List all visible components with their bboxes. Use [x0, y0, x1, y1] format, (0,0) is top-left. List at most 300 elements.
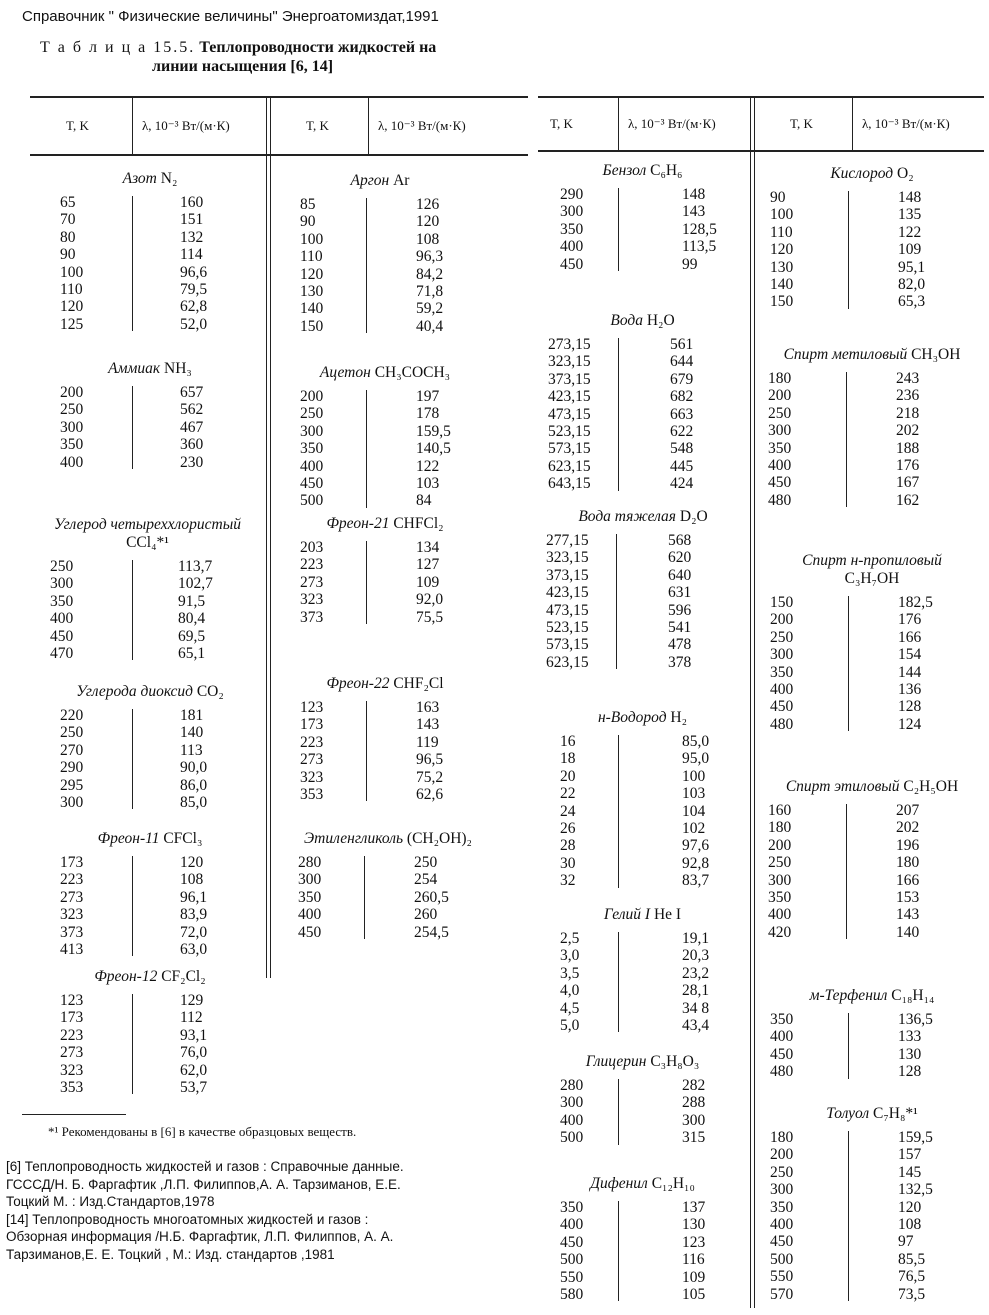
temperature-value: 290: [60, 759, 84, 777]
conductivity-value: 85,5: [898, 1250, 926, 1268]
temperature-value: 130: [300, 282, 324, 300]
table-row: [540, 768, 745, 785]
conductivity-value: 75,2: [416, 768, 444, 786]
table-row: [760, 889, 984, 906]
conductivity-value: 657: [180, 384, 204, 401]
table-row: [540, 1269, 745, 1286]
table-row: [30, 610, 265, 627]
conductivity-value: 43,4: [682, 1016, 710, 1034]
substance-formula: C₆H₆: [650, 162, 683, 179]
temperature-value: 250: [770, 628, 794, 646]
temperature-value: 4,0: [560, 982, 580, 1000]
table-row: [540, 406, 745, 423]
temperature-value: 450: [560, 1233, 584, 1251]
table-row: [540, 203, 745, 220]
temperature-value: 400: [560, 1111, 584, 1129]
conductivity-value: 85,0: [682, 733, 710, 750]
table-row: [538, 567, 748, 584]
table-row: [40, 316, 260, 333]
substance-formula: C₇H₈*¹: [873, 1105, 918, 1122]
table-row: [40, 246, 260, 263]
conductivity-value: 65,3: [898, 293, 926, 311]
table-row: [540, 388, 745, 405]
table-row: [40, 759, 260, 776]
temperature-value: 523,15: [546, 618, 589, 636]
temperature-value: 120: [300, 265, 324, 283]
temperature-value: 32: [560, 872, 576, 890]
conductivity-value: 23,2: [682, 964, 710, 982]
conductivity-value: 120: [416, 213, 440, 231]
conductivity-value: 96,3: [416, 248, 444, 266]
conductivity-value: 180: [896, 854, 920, 872]
conductivity-value: 145: [898, 1163, 922, 1181]
table-row: [762, 611, 982, 628]
data-rows: [40, 384, 260, 471]
table-row: [280, 300, 480, 317]
row-divider: [366, 701, 367, 801]
conductivity-value: 596: [668, 601, 692, 619]
substance-name: н-Водород: [597, 709, 667, 726]
header-divider: [618, 98, 619, 150]
temperature-value: 400: [560, 1216, 584, 1234]
table-row: [540, 186, 745, 203]
row-divider: [616, 534, 617, 669]
table-row: [760, 474, 984, 491]
conductivity-value: 561: [670, 336, 694, 353]
table-row: [760, 405, 984, 422]
table-row: [280, 196, 480, 213]
conductivity-value: 218: [896, 404, 920, 422]
temperature-value: 120: [770, 241, 794, 259]
table-row: [280, 423, 490, 440]
table-row: [762, 224, 982, 241]
table-row: [762, 1199, 982, 1216]
conductivity-value: 132,5: [898, 1181, 933, 1199]
substance-title: [40, 683, 260, 701]
temperature-value: 273: [300, 751, 324, 769]
temperature-value: 300: [298, 871, 322, 889]
temperature-value: 110: [60, 280, 83, 298]
data-rows: [280, 699, 490, 803]
temperature-value: 26: [560, 819, 576, 837]
substance-section: [40, 830, 260, 958]
footnote-rule: [22, 1114, 126, 1115]
substance-title: [540, 312, 745, 330]
header-conductivity: λ, 10⁻³ Вт/(м·К): [862, 116, 950, 131]
table-row: [540, 1112, 745, 1129]
conductivity-value: 162: [896, 491, 920, 509]
header-temperature: T, K: [66, 118, 89, 133]
table-row: [762, 1216, 982, 1233]
references: [6, 1158, 404, 1263]
substance-title: [280, 515, 490, 533]
temperature-value: 150: [770, 293, 794, 311]
substance-title: [40, 968, 260, 986]
temperature-value: 90: [770, 189, 786, 206]
temperature-value: 300: [300, 422, 324, 440]
table-row: [278, 924, 498, 941]
temperature-value: 223: [60, 871, 84, 889]
table-row: [40, 871, 260, 888]
temperature-value: 450: [50, 627, 74, 645]
table-row: [760, 492, 984, 509]
row-divider: [618, 338, 619, 491]
conductivity-value: 140,5: [416, 440, 451, 458]
substance-name: Вода тяжелая: [578, 508, 676, 525]
substance-title: [280, 172, 480, 190]
table-row: [280, 458, 490, 475]
temperature-value: 28: [560, 837, 576, 855]
temperature-value: 250: [60, 401, 84, 419]
substance-formula: C₁₈H₁₄: [891, 987, 935, 1004]
conductivity-value: 62,0: [180, 1061, 208, 1079]
conductivity-value: 82,0: [898, 275, 926, 293]
table-row: [540, 1000, 745, 1017]
temperature-value: 373: [300, 608, 324, 626]
table-row: [762, 646, 982, 663]
temperature-value: 173: [60, 1009, 84, 1027]
table-row: [540, 930, 745, 947]
table-row: [540, 423, 745, 440]
reference-line: ГСССД/Н. Б. Фаргафтик ,Л.П. Филиппов,А. А. Тарзиманов, Е.Е.: [6, 1176, 401, 1192]
table-row: [40, 1027, 260, 1044]
table-row: [540, 1216, 745, 1233]
conductivity-value: 69,5: [178, 627, 206, 645]
table-row: [538, 584, 748, 601]
temperature-value: 200: [770, 1146, 794, 1164]
table-row: [540, 733, 745, 750]
temperature-value: 150: [770, 594, 794, 611]
table-row: [760, 872, 984, 889]
table-row: [278, 889, 498, 906]
table-row: [40, 1009, 260, 1026]
data-rows: [760, 370, 984, 509]
data-rows: [540, 733, 745, 890]
substance-section: [40, 683, 260, 811]
conductivity-value: 102: [682, 819, 706, 837]
data-rows: [40, 992, 260, 1096]
conductivity-value: 243: [896, 370, 920, 387]
temperature-value: 450: [300, 474, 324, 492]
temperature-value: 353: [300, 785, 324, 803]
table-row: [280, 574, 490, 591]
conductivity-value: 114: [180, 246, 203, 264]
header-temperature: T, K: [306, 118, 329, 133]
temperature-value: 90: [60, 246, 76, 264]
table-caption: [40, 38, 436, 76]
temperature-value: 623,15: [546, 653, 589, 671]
conductivity-value: 202: [896, 819, 920, 837]
conductivity-value: 260: [414, 906, 438, 924]
substance-section: [538, 508, 748, 671]
data-rows: [762, 189, 982, 311]
temperature-value: 373,15: [548, 370, 591, 388]
conductivity-value: 92,8: [682, 854, 710, 872]
temperature-value: 400: [50, 610, 74, 628]
substance-section: [540, 312, 745, 493]
table-row: [762, 241, 982, 258]
substance-name: Азот: [122, 170, 157, 187]
table-row: [760, 819, 984, 836]
conductivity-value: 140: [180, 724, 204, 742]
table-row: [280, 283, 480, 300]
substance-title: [40, 360, 260, 378]
temperature-value: 223: [60, 1026, 84, 1044]
table-row: [280, 716, 490, 733]
temperature-value: 270: [60, 741, 84, 759]
table-row: [538, 636, 748, 653]
temperature-value: 573,15: [548, 440, 591, 458]
temperature-value: 173: [300, 716, 324, 734]
temperature-value: 300: [60, 418, 84, 436]
substance-name: Аргон: [350, 172, 390, 189]
conductivity-value: 71,8: [416, 282, 444, 300]
conductivity-value: 136,5: [898, 1011, 933, 1028]
temperature-value: 350: [768, 439, 792, 457]
temperature-value: 570: [770, 1285, 794, 1303]
table-row: [280, 475, 490, 492]
table-row: [540, 750, 745, 767]
table-row: [280, 751, 490, 768]
table-row: [540, 475, 745, 492]
table-row: [762, 206, 982, 223]
temperature-value: 423,15: [548, 388, 591, 406]
table-row: [40, 854, 260, 871]
conductivity-value: 143: [416, 716, 440, 734]
temperature-value: 523,15: [548, 422, 591, 440]
table-row: [280, 556, 490, 573]
temperature-value: 90: [300, 213, 316, 231]
conductivity-value: 59,2: [416, 300, 444, 318]
substance-title: [540, 906, 745, 924]
conductivity-value: 96,6: [180, 263, 208, 281]
substance-title: [40, 830, 260, 848]
row-divider: [366, 390, 367, 508]
conductivity-value: 113,5: [682, 238, 717, 256]
substance-section: [40, 968, 260, 1096]
conductivity-value: 104: [682, 802, 706, 820]
substance-section: [762, 987, 982, 1081]
conductivity-value: 282: [682, 1077, 706, 1094]
substance-name: Спирт метиловый: [783, 346, 908, 363]
substance-section: [40, 360, 260, 471]
conductivity-value: 109: [898, 241, 922, 259]
conductivity-value: 83,9: [180, 906, 208, 924]
conductivity-value: 123: [682, 1233, 706, 1251]
row-divider: [618, 188, 619, 271]
row-divider: [618, 1201, 619, 1301]
conductivity-value: 144: [898, 663, 922, 681]
temperature-value: 273,15: [548, 336, 591, 353]
conductivity-value: 166: [896, 871, 920, 889]
table-row: [40, 924, 260, 941]
table-row: [540, 1286, 745, 1303]
conductivity-value: 151: [180, 211, 204, 229]
temperature-value: 250: [50, 558, 74, 575]
conductivity-value: 640: [668, 566, 692, 584]
table-row: [280, 699, 490, 716]
temperature-value: 353: [60, 1078, 84, 1096]
temperature-value: 350: [770, 663, 794, 681]
table-row: [538, 602, 748, 619]
conductivity-value: 65,1: [178, 644, 206, 662]
temperature-value: 70: [60, 211, 76, 229]
table-row: [280, 388, 490, 405]
conductivity-value: 86,0: [180, 776, 208, 794]
conductivity-value: 128,5: [682, 220, 717, 238]
header-temperature: T, K: [550, 116, 573, 131]
substance-section: [762, 165, 982, 311]
temperature-value: 140: [300, 300, 324, 318]
conductivity-value: 207: [896, 802, 920, 819]
conductivity-value: 85,0: [180, 793, 208, 811]
row-divider: [132, 994, 133, 1094]
substance-title: [280, 675, 490, 693]
conductivity-value: 135: [898, 206, 922, 224]
conductivity-value: 83,7: [682, 872, 710, 890]
conductivity-value: 143: [682, 203, 706, 221]
temperature-value: 295: [60, 776, 84, 794]
conductivity-value: 130: [682, 1216, 706, 1234]
table-row: [540, 458, 745, 475]
temperature-value: 323: [60, 906, 84, 924]
temperature-value: 400: [300, 457, 324, 475]
table-row: [760, 906, 984, 923]
table-row: [280, 539, 490, 556]
substance-title: [538, 508, 748, 526]
table-row: [762, 1028, 982, 1045]
table-row: [280, 248, 480, 265]
temperature-value: 250: [300, 405, 324, 423]
temperature-value: 323: [60, 1061, 84, 1079]
header-top-rule-right: [538, 96, 984, 98]
data-rows: [540, 1077, 745, 1147]
temperature-value: 5,0: [560, 1016, 580, 1034]
substance-formula: H₂: [670, 709, 688, 726]
temperature-value: 400: [560, 238, 584, 256]
conductivity-value: 20,3: [682, 947, 710, 965]
temperature-value: 473,15: [548, 405, 591, 423]
conductivity-value: 176: [898, 611, 922, 629]
substance-section: [280, 515, 490, 626]
substance-formula: CHFCl₂: [393, 515, 444, 532]
header-bottom-rule-right: [538, 150, 984, 152]
temperature-value: 300: [768, 871, 792, 889]
table-row: [540, 803, 745, 820]
temperature-value: 200: [768, 836, 792, 854]
table-row: [762, 293, 982, 310]
temperature-value: 450: [770, 1045, 794, 1063]
table-row: [278, 854, 498, 871]
conductivity-value: 467: [180, 418, 204, 436]
table-row: [540, 872, 745, 889]
reference-line: Тоцкий М. : Изд.Стандартов,1978: [6, 1194, 215, 1209]
table-row: [30, 575, 265, 592]
temperature-value: 500: [560, 1251, 584, 1269]
substance-name: Фреон-11: [97, 830, 160, 847]
substance-section: [278, 830, 498, 941]
conductivity-value: 62,6: [416, 785, 444, 803]
conductivity-value: 73,5: [898, 1285, 926, 1303]
table-row: [538, 619, 748, 636]
conductivity-value: 424: [670, 475, 694, 493]
conductivity-value: 109: [682, 1268, 706, 1286]
substance-section: [540, 709, 745, 890]
conductivity-value: 250: [414, 854, 438, 871]
table-row: [762, 716, 982, 733]
temperature-value: 450: [770, 1233, 794, 1251]
conductivity-value: 178: [416, 405, 440, 423]
temperature-value: 160: [768, 802, 792, 819]
conductivity-value: 288: [682, 1094, 706, 1112]
row-divider: [132, 386, 133, 469]
conductivity-value: 96,1: [180, 888, 208, 906]
table-row: [762, 1063, 982, 1080]
temperature-value: 400: [60, 453, 84, 471]
conductivity-value: 129: [180, 992, 204, 1009]
table-row: [540, 371, 745, 388]
table-row: [30, 558, 265, 575]
substance-formula: N₂: [160, 170, 178, 187]
temperature-value: 350: [768, 888, 792, 906]
temperature-value: 2,5: [560, 930, 580, 947]
temperature-value: 200: [300, 388, 324, 405]
conductivity-value: 230: [180, 453, 204, 471]
substance-formula: CCl₄*¹: [126, 534, 169, 551]
conductivity-value: 122: [416, 457, 440, 475]
conductivity-value: 40,4: [416, 317, 444, 335]
conductivity-value: 136: [898, 680, 922, 698]
table-row: [40, 992, 260, 1009]
table-row: [540, 336, 745, 353]
conductivity-value: 95,0: [682, 750, 710, 768]
table-row: [540, 1094, 745, 1111]
conductivity-value: 128: [898, 698, 922, 716]
conductivity-value: 682: [670, 388, 694, 406]
data-rows: [540, 1199, 745, 1303]
temperature-value: 300: [60, 793, 84, 811]
substance-section: [30, 516, 265, 662]
temperature-value: 150: [300, 317, 324, 335]
substance-formula: C₂H₅OH: [903, 778, 959, 795]
table-row: [540, 982, 745, 999]
table-row: [538, 549, 748, 566]
substance-name: Фреон-12: [94, 968, 158, 985]
table-row: [280, 492, 490, 509]
table-label: Т а б л и ц а 15.5.: [40, 39, 196, 56]
conductivity-value: 236: [896, 387, 920, 405]
table-row: [760, 854, 984, 871]
substance-formula: D₂O: [679, 508, 708, 525]
conductivity-value: 541: [668, 618, 692, 636]
substance-title: [30, 516, 265, 552]
table-row: [762, 259, 982, 276]
table-row: [762, 1181, 982, 1198]
temperature-value: 273: [60, 1044, 84, 1062]
table-row: [40, 401, 260, 418]
temperature-value: 623,15: [548, 457, 591, 475]
table-row: [280, 440, 490, 457]
table-row: [540, 1234, 745, 1251]
data-rows: [540, 336, 745, 493]
header-top-rule: [30, 96, 528, 98]
temperature-value: 16: [560, 733, 576, 750]
data-rows: [278, 854, 498, 941]
temperature-value: 3,0: [560, 947, 580, 965]
table-row: [280, 769, 490, 786]
temperature-value: 250: [768, 404, 792, 422]
row-divider: [132, 709, 133, 809]
